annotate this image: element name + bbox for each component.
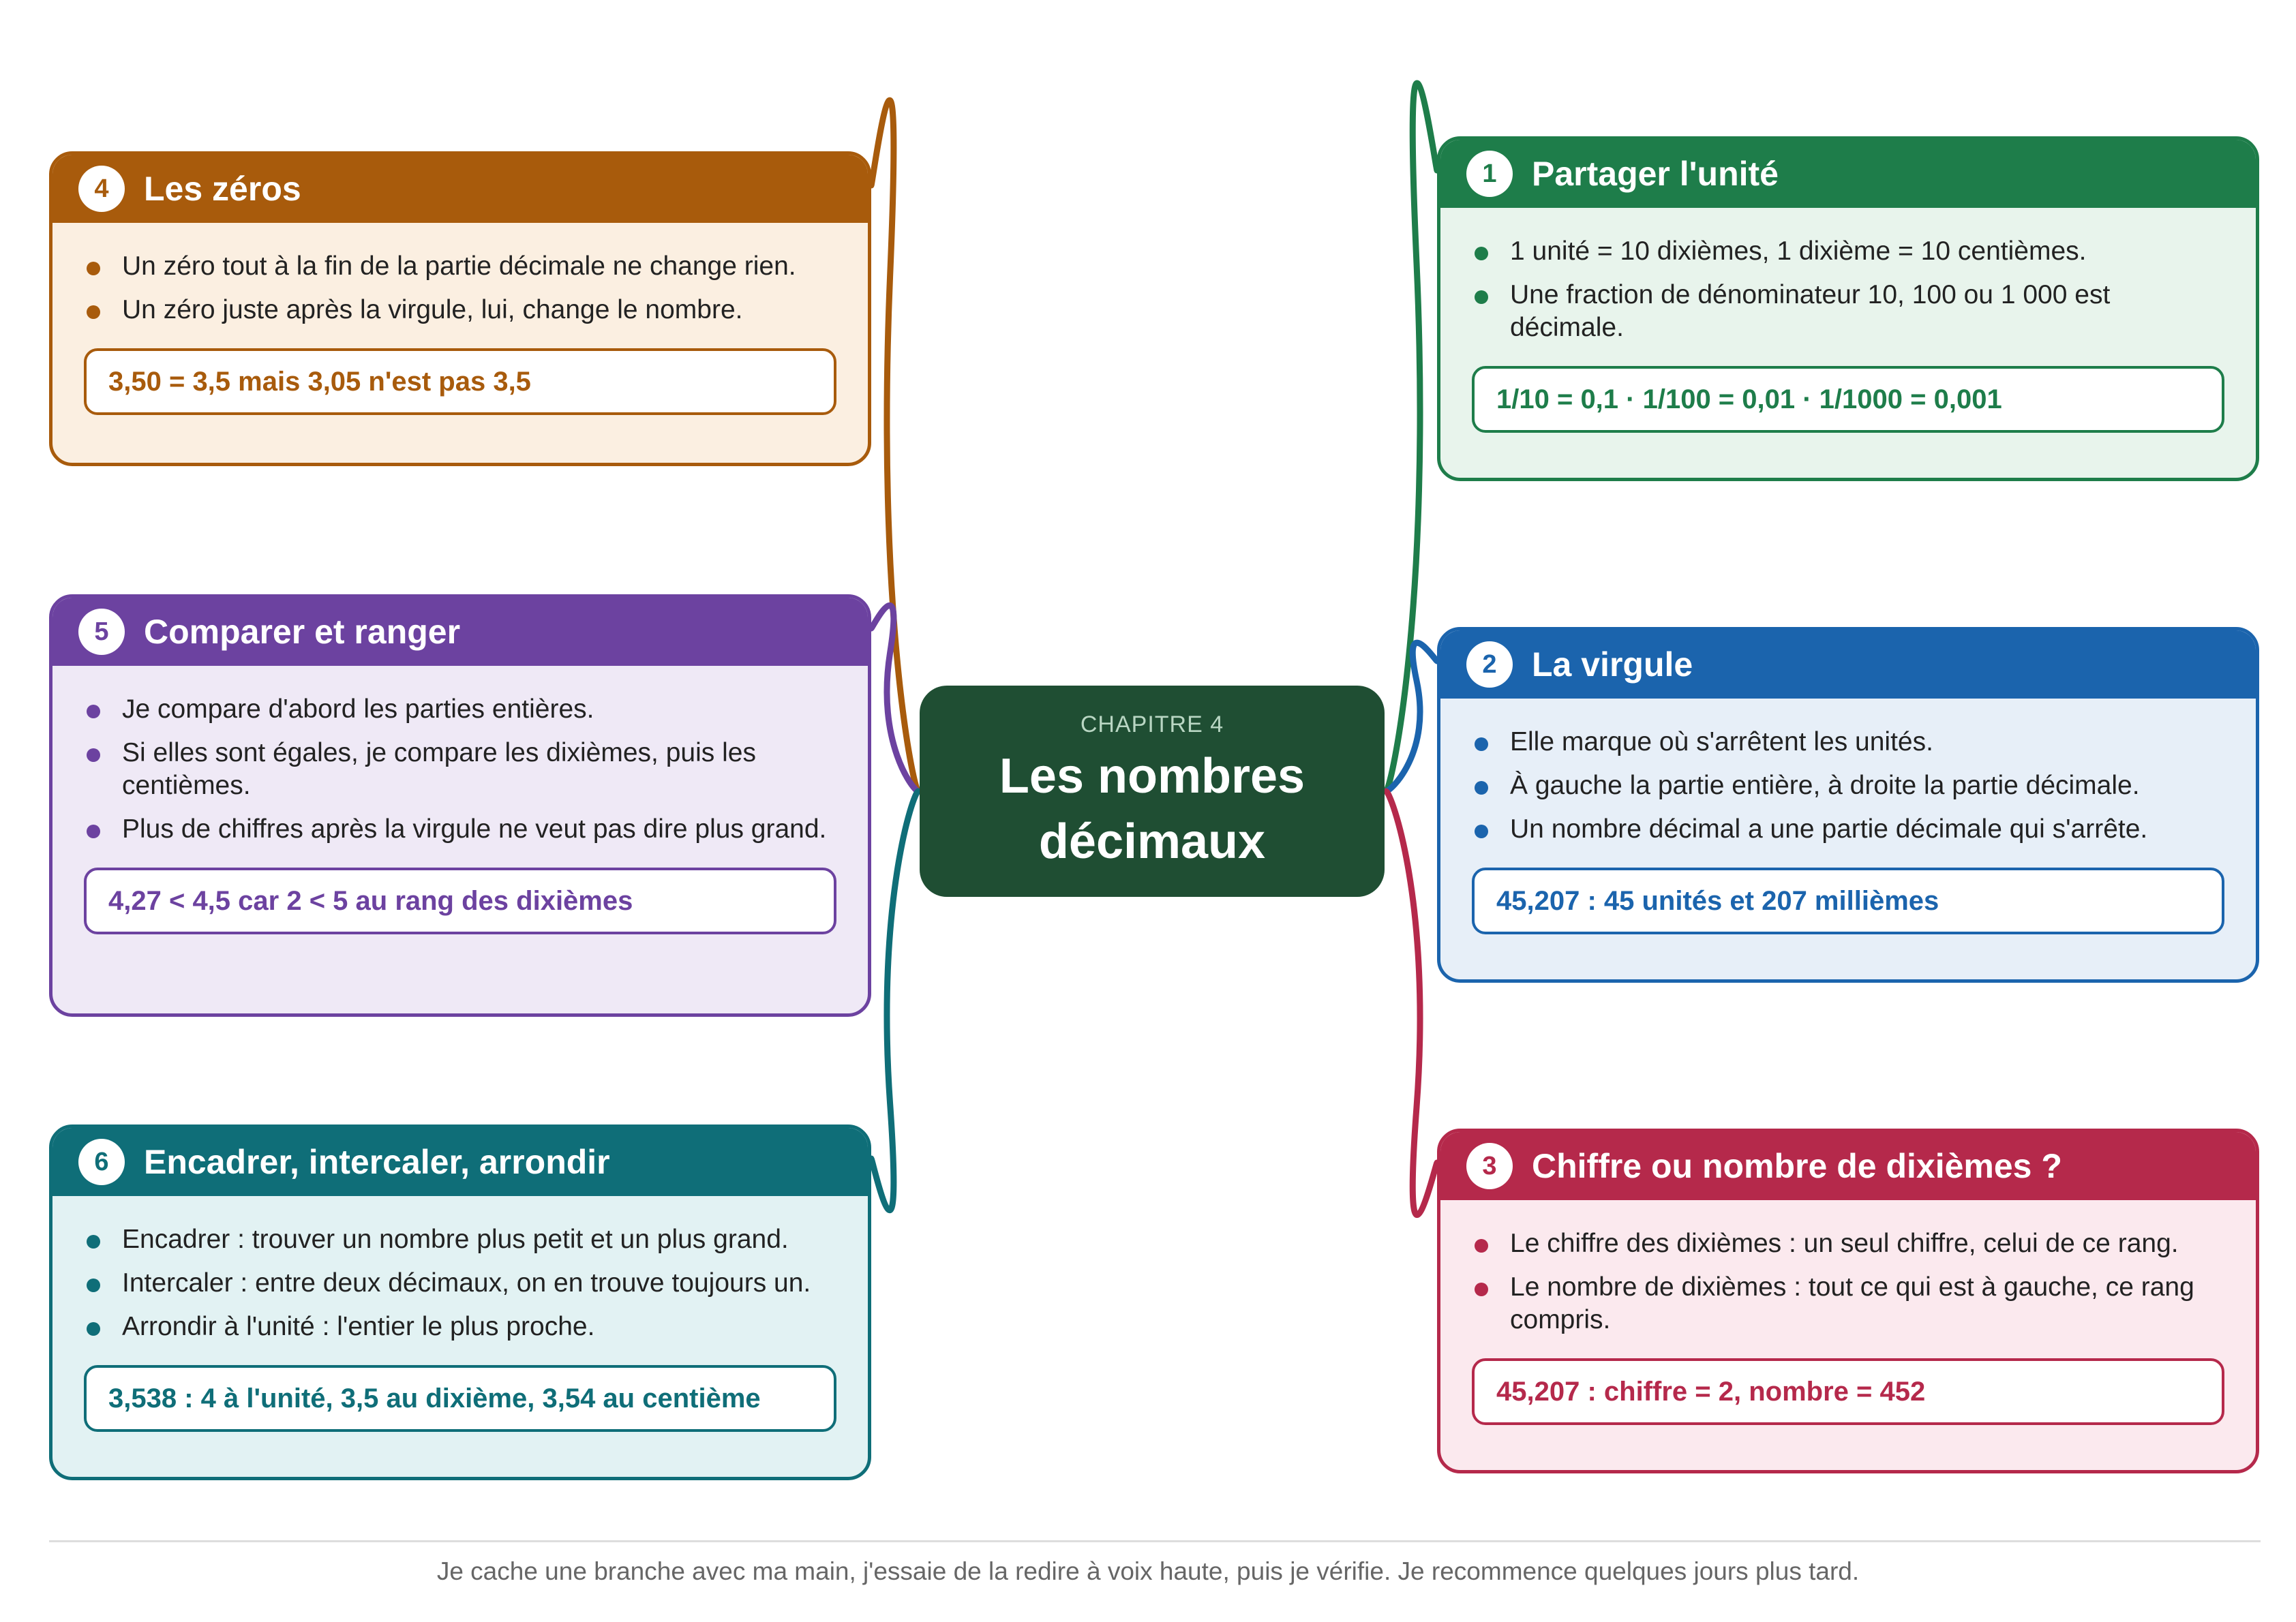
- connector-3: [1386, 791, 1437, 1215]
- bullet-item: Un zéro juste après la virgule, lui, change le nombre.: [87, 294, 834, 326]
- branch-number-badge: 4: [78, 166, 125, 212]
- chapter-kicker: CHAPITRE 4: [1080, 711, 1224, 737]
- connector-6: [871, 791, 918, 1210]
- example-box: 3,50 = 3,5 mais 3,05 n'est pas 3,5: [84, 348, 836, 415]
- branch-card-partager-unite: [1437, 136, 2259, 481]
- branch-card-les-zeros: [49, 151, 871, 466]
- central-title: [920, 744, 1385, 874]
- bullet-list: [1440, 1200, 2256, 1336]
- bullet-list: [52, 223, 868, 326]
- example-box: 45,207 : chiffre = 2, nombre = 452: [1472, 1358, 2224, 1425]
- branch-header: [1440, 140, 2256, 208]
- branch-header: [1440, 1132, 2256, 1200]
- bullet-item: À gauche la partie entière, à droite la partie décimale.: [1475, 769, 2222, 802]
- central-title-line-1: Les nombres: [999, 749, 1305, 804]
- footer-tip: Je cache une branche avec ma main, j'essaie de la redire à voix haute, puis je vérifie. Je recommence quelques jours plus tard.: [436, 1557, 1860, 1585]
- branch-card-la-virgule: [1437, 627, 2259, 983]
- bullet-item: Un zéro tout à la fin de la partie décimale ne change rien.: [87, 250, 834, 283]
- bullet-list: [1440, 699, 2256, 846]
- example-box: 4,27 < 4,5 car 2 < 5 au rang des dixièmes: [84, 868, 836, 934]
- footer-divider: [49, 1540, 2261, 1542]
- branch-card-comparer-ranger: [49, 594, 871, 1017]
- bullet-item: Encadrer : trouver un nombre plus petit et un plus grand.: [87, 1223, 834, 1256]
- bullet-item: Je compare d'abord les parties entières.: [87, 693, 834, 726]
- bullet-list: [52, 1196, 868, 1343]
- bullet-item: Le chiffre des dixièmes : un seul chiffre, celui de ce rang.: [1475, 1227, 2222, 1260]
- connector-4: [871, 100, 918, 791]
- branch-title: Comparer et ranger: [144, 613, 461, 651]
- bullet-item: Intercaler : entre deux décimaux, on en trouve toujours un.: [87, 1267, 834, 1300]
- bullet-item: Un nombre décimal a une partie décimale qui s'arrête.: [1475, 813, 2222, 846]
- bullet-item: Le nombre de dixièmes : tout ce qui est à gauche, ce rang compris.: [1475, 1271, 2222, 1336]
- bullet-item: 1 unité = 10 dixièmes, 1 dixième = 10 centièmes.: [1475, 235, 2222, 268]
- branch-title: La virgule: [1532, 645, 1693, 684]
- branch-number-badge: 5: [78, 609, 125, 655]
- bullet-item: Si elles sont égales, je compare les dixièmes, puis les centièmes.: [87, 737, 834, 802]
- branch-title: Partager l'unité: [1532, 155, 1779, 193]
- branch-number-badge: 2: [1466, 641, 1513, 688]
- example-box: 45,207 : 45 unités et 207 millièmes: [1472, 868, 2224, 934]
- branch-title: Chiffre ou nombre de dixièmes ?: [1532, 1147, 2062, 1185]
- branch-card-chiffre-nombre-dixiemes: [1437, 1129, 2259, 1473]
- branch-header: [1440, 630, 2256, 699]
- example-box: 3,538 : 4 à l'unité, 3,5 au dixième, 3,54 au centième: [84, 1365, 836, 1432]
- branch-header: [52, 155, 868, 223]
- branch-header: [52, 1128, 868, 1196]
- bullet-item: Plus de chiffres après la virgule ne veut pas dire plus grand.: [87, 813, 834, 846]
- example-box: 1/10 = 0,1 · 1/100 = 0,01 · 1/1000 = 0,001: [1472, 366, 2224, 433]
- central-title-line-2: décimaux: [1038, 814, 1266, 869]
- connector-1: [1386, 83, 1437, 791]
- branch-number-badge: 1: [1466, 151, 1513, 197]
- bullet-item: Une fraction de dénominateur 10, 100 ou 1 000 est décimale.: [1475, 279, 2222, 344]
- branch-title: Encadrer, intercaler, arrondir: [144, 1143, 610, 1181]
- branch-number-badge: 3: [1466, 1143, 1513, 1189]
- bullet-list: [1440, 208, 2256, 344]
- branch-title: Les zéros: [144, 170, 301, 208]
- central-topic: [920, 686, 1385, 897]
- branch-header: [52, 598, 868, 666]
- bullet-item: Arrondir à l'unité : l'entier le plus proche.: [87, 1311, 834, 1343]
- bullet-list: [52, 666, 868, 846]
- bullet-item: Elle marque où s'arrêtent les unités.: [1475, 726, 2222, 759]
- branch-number-badge: 6: [78, 1139, 125, 1185]
- branch-card-encadrer-intercaler-arrondir: [49, 1124, 871, 1480]
